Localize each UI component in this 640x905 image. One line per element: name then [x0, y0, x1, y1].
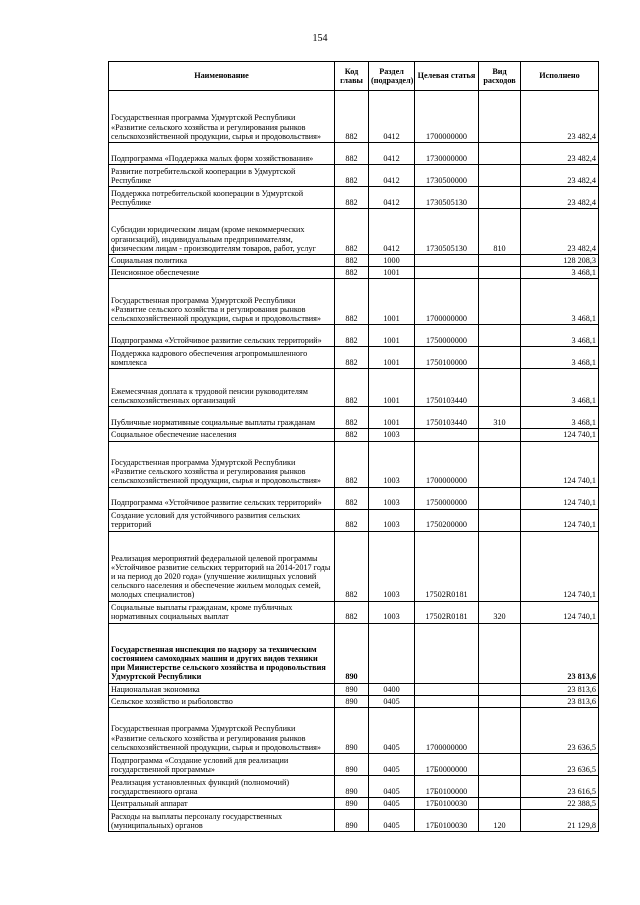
table-cell-done: 3 468,1	[521, 407, 599, 429]
table-cell-code: 882	[335, 531, 369, 601]
header-target: Целевая статья	[415, 62, 479, 91]
table-cell-done: 124 740,1	[521, 601, 599, 623]
table-row	[109, 753, 599, 775]
table-cell-name: Поддержка потребительской кооперации в Удмуртской Республике	[109, 187, 335, 209]
table-cell-type	[479, 623, 521, 683]
table-cell-target	[415, 429, 479, 441]
table-cell-code: 890	[335, 683, 369, 695]
table-cell-section: 0405	[369, 707, 415, 753]
table-row	[109, 325, 599, 347]
table-cell-section: 0405	[369, 753, 415, 775]
table-row	[109, 187, 599, 209]
table-row	[109, 429, 599, 441]
table-cell-code: 882	[335, 143, 369, 165]
table-cell-name: Государственная инспекция по надзору за техническим состоянием самоходных машин и других видов техники при Министерстве сельского хозяйства и продовольствия Удмуртской Республики	[109, 623, 335, 683]
header-type: Вид расходов	[479, 62, 521, 91]
table-cell-name: Центральный аппарат	[109, 797, 335, 809]
table-cell-done: 23 636,5	[521, 707, 599, 753]
table-cell-done: 124 740,1	[521, 487, 599, 509]
header-section: Раздел (подраздел)	[369, 62, 415, 91]
table-cell-code: 882	[335, 187, 369, 209]
table-cell-target: 17502R0181	[415, 601, 479, 623]
table-cell-code: 882	[335, 441, 369, 487]
table-cell-done: 3 468,1	[521, 347, 599, 369]
table-cell-type	[479, 707, 521, 753]
table-cell-target: 1750100000	[415, 347, 479, 369]
table-cell-code: 882	[335, 267, 369, 279]
table-cell-done: 3 468,1	[521, 369, 599, 407]
table-cell-done: 23 482,4	[521, 187, 599, 209]
table-cell-done: 23 616,5	[521, 775, 599, 797]
header-name: Наименование	[109, 62, 335, 91]
table-cell-target: 1700000000	[415, 707, 479, 753]
table-cell-section: 0405	[369, 810, 415, 832]
table-cell-section: 1001	[369, 267, 415, 279]
table-cell-type	[479, 279, 521, 325]
table-cell-name: Создание условий для устойчивого развития сельских территорий	[109, 509, 335, 531]
table-row	[109, 279, 599, 325]
table-row	[109, 255, 599, 267]
table-cell-type	[479, 369, 521, 407]
table-cell-type	[479, 429, 521, 441]
table-cell-name: Сельское хозяйство и рыболовство	[109, 695, 335, 707]
table-cell-target: 1750000000	[415, 487, 479, 509]
table-cell-name: Подпрограмма «Создание условий для реализации государственной программы»	[109, 753, 335, 775]
table-row	[109, 683, 599, 695]
table-cell-target	[415, 695, 479, 707]
table-cell-done: 21 129,8	[521, 810, 599, 832]
table-cell-name: Государственная программа Удмуртской Республики «Развитие сельского хозяйства и регулирования рынков сельскохозяйственной продукции, сырья и продовольствия»	[109, 441, 335, 487]
table-cell-type	[479, 683, 521, 695]
table-cell-code: 890	[335, 775, 369, 797]
table-cell-type	[479, 267, 521, 279]
table-cell-type	[479, 797, 521, 809]
table-cell-code: 882	[335, 279, 369, 325]
table-cell-target: 17Б0000000	[415, 753, 479, 775]
table-cell-target: 1750103440	[415, 369, 479, 407]
table-row	[109, 695, 599, 707]
table-cell-type	[479, 487, 521, 509]
table-cell-target	[415, 267, 479, 279]
table-cell-section: 0412	[369, 165, 415, 187]
table-cell-name: Поддержка кадрового обеспечения агропромышленного комплекса	[109, 347, 335, 369]
table-cell-section: 0412	[369, 187, 415, 209]
table-cell-target: 1730505130	[415, 187, 479, 209]
table-cell-code: 882	[335, 429, 369, 441]
table-row	[109, 509, 599, 531]
table-cell-name: Реализация установленных функций (полномочий) государственного органа	[109, 775, 335, 797]
table-cell-target: 1750200000	[415, 509, 479, 531]
table-cell-done: 128 208,3	[521, 255, 599, 267]
table-cell-section: 0412	[369, 91, 415, 143]
table-cell-done: 23 813,6	[521, 623, 599, 683]
table-cell-section: 0412	[369, 143, 415, 165]
table-cell-type	[479, 143, 521, 165]
table-cell-type	[479, 441, 521, 487]
table-cell-code: 882	[335, 325, 369, 347]
table-cell-type	[479, 775, 521, 797]
table-row	[109, 347, 599, 369]
table-cell-code: 890	[335, 797, 369, 809]
table-cell-target: 1730000000	[415, 143, 479, 165]
table-cell-done: 23 482,4	[521, 91, 599, 143]
table-cell-code: 882	[335, 369, 369, 407]
table-row	[109, 623, 599, 683]
table-cell-name: Подпрограмма «Устойчивое развитие сельских территорий»	[109, 325, 335, 347]
table-header-row	[109, 62, 599, 91]
table-cell-code: 882	[335, 165, 369, 187]
table-cell-target: 17Б0100030	[415, 810, 479, 832]
table-cell-type	[479, 165, 521, 187]
table-cell-code: 882	[335, 209, 369, 255]
table-cell-section: 0405	[369, 797, 415, 809]
table-cell-name: Ежемесячная доплата к трудовой пенсии руководителям сельскохозяйственных организаций	[109, 369, 335, 407]
table-cell-code: 882	[335, 601, 369, 623]
table-row	[109, 143, 599, 165]
table-cell-target: 17502R0181	[415, 531, 479, 601]
table-cell-target: 1700000000	[415, 441, 479, 487]
table-cell-code: 882	[335, 347, 369, 369]
table-row	[109, 797, 599, 809]
table-cell-type: 310	[479, 407, 521, 429]
table-row	[109, 601, 599, 623]
table-row	[109, 165, 599, 187]
table-cell-done: 124 740,1	[521, 441, 599, 487]
table-cell-code: 890	[335, 623, 369, 683]
table-cell-code: 882	[335, 487, 369, 509]
table-cell-done: 23 482,4	[521, 209, 599, 255]
table-cell-type	[479, 531, 521, 601]
table-cell-done: 3 468,1	[521, 267, 599, 279]
table-row	[109, 441, 599, 487]
table-row	[109, 407, 599, 429]
table-cell-name: Расходы на выплаты персоналу государственных (муниципальных) органов	[109, 810, 335, 832]
table-cell-type	[479, 347, 521, 369]
table-cell-target	[415, 623, 479, 683]
table-cell-code: 890	[335, 753, 369, 775]
header-code: Код главы	[335, 62, 369, 91]
table-cell-type: 810	[479, 209, 521, 255]
table-cell-name: Субсидии юридическим лицам (кроме некоммерческих организаций), индивидуальным предпринимателям, физическим лицам - производителям товаров, работ, услуг	[109, 209, 335, 255]
table-cell-target: 1730505130	[415, 209, 479, 255]
table-cell-code: 882	[335, 91, 369, 143]
table-cell-type	[479, 695, 521, 707]
table-cell-name: Реализация мероприятий федеральной целевой программы «Устойчивое развитие сельских территорий на 2014-2017 годы и на период до 2020 года» (улучшение жилищных условий сельского населения и обеспечение жильем молодых семей, молодых специалистов)	[109, 531, 335, 601]
table-cell-section: 1001	[369, 279, 415, 325]
table-row	[109, 531, 599, 601]
table-cell-target: 1700000000	[415, 91, 479, 143]
table-cell-name: Социальное обеспечение населения	[109, 429, 335, 441]
table-cell-type: 120	[479, 810, 521, 832]
table-row	[109, 707, 599, 753]
table-cell-name: Социальные выплаты гражданам, кроме публичных нормативных социальных выплат	[109, 601, 335, 623]
table-cell-target: 1750103440	[415, 407, 479, 429]
expenditure-table	[108, 61, 599, 832]
table-cell-section: 1003	[369, 531, 415, 601]
table-cell-section: 1003	[369, 429, 415, 441]
table-cell-target: 1750000000	[415, 325, 479, 347]
table-cell-done: 124 740,1	[521, 429, 599, 441]
table-cell-target	[415, 255, 479, 267]
table-cell-done: 23 813,6	[521, 683, 599, 695]
table-cell-name: Государственная программа Удмуртской Республики «Развитие сельского хозяйства и регулирования рынков сельскохозяйственной продукции, сырья и продовольствия»	[109, 707, 335, 753]
table-cell-name: Пенсионное обеспечение	[109, 267, 335, 279]
table-cell-section: 1003	[369, 441, 415, 487]
table-cell-done: 124 740,1	[521, 509, 599, 531]
table-cell-done: 23 636,5	[521, 753, 599, 775]
table-cell-code: 882	[335, 407, 369, 429]
table-cell-done: 124 740,1	[521, 531, 599, 601]
table-cell-section: 1001	[369, 369, 415, 407]
table-cell-code: 882	[335, 509, 369, 531]
table-cell-name: Государственная программа Удмуртской Республики «Развитие сельского хозяйства и регулирования рынков сельскохозяйственной продукции, сырья и продовольствия»	[109, 91, 335, 143]
page-number: 154	[312, 33, 328, 44]
table-cell-target	[415, 683, 479, 695]
table-cell-section: 1001	[369, 407, 415, 429]
table-cell-type	[479, 91, 521, 143]
table-cell-code: 890	[335, 695, 369, 707]
table-cell-done: 23 813,6	[521, 695, 599, 707]
table-cell-section: 0405	[369, 695, 415, 707]
table-row	[109, 487, 599, 509]
table-cell-section: 1001	[369, 347, 415, 369]
table-cell-section: 0405	[369, 775, 415, 797]
table-cell-name: Социальная политика	[109, 255, 335, 267]
table-cell-done: 3 468,1	[521, 279, 599, 325]
table-cell-type	[479, 187, 521, 209]
table-cell-name: Публичные нормативные социальные выплаты гражданам	[109, 407, 335, 429]
table-cell-done: 23 482,4	[521, 165, 599, 187]
table-cell-section: 1003	[369, 487, 415, 509]
table-row	[109, 91, 599, 143]
table-cell-name: Подпрограмма «Поддержка малых форм хозяйствования»	[109, 143, 335, 165]
table-cell-type: 320	[479, 601, 521, 623]
table-cell-name: Государственная программа Удмуртской Республики «Развитие сельского хозяйства и регулирования рынков сельскохозяйственной продукции, сырья и продовольствия»	[109, 279, 335, 325]
table-cell-section: 1000	[369, 255, 415, 267]
table-cell-type	[479, 753, 521, 775]
table-cell-name: Подпрограмма «Устойчивое развитие сельских территорий»	[109, 487, 335, 509]
table-cell-done: 23 482,4	[521, 143, 599, 165]
table-row	[109, 267, 599, 279]
table-cell-target: 1700000000	[415, 279, 479, 325]
table-cell-code: 890	[335, 810, 369, 832]
table-cell-type	[479, 325, 521, 347]
table-row	[109, 209, 599, 255]
table-cell-section: 0412	[369, 209, 415, 255]
table-cell-section: 1003	[369, 509, 415, 531]
table-row	[109, 369, 599, 407]
table-cell-type	[479, 255, 521, 267]
table-cell-code: 882	[335, 255, 369, 267]
table-cell-target: 17Б0100000	[415, 775, 479, 797]
table-cell-section: 0400	[369, 683, 415, 695]
table-cell-section: 1001	[369, 325, 415, 347]
header-done: Исполнено	[521, 62, 599, 91]
table-cell-target: 1730500000	[415, 165, 479, 187]
table-cell-name: Развитие потребительской кооперации в Удмуртской Республике	[109, 165, 335, 187]
table-cell-section: 1003	[369, 601, 415, 623]
table-cell-code: 890	[335, 707, 369, 753]
table-cell-target: 17Б0100030	[415, 797, 479, 809]
table-cell-section	[369, 623, 415, 683]
table-row	[109, 810, 599, 832]
table-cell-done: 3 468,1	[521, 325, 599, 347]
table-cell-done: 22 388,5	[521, 797, 599, 809]
table-row	[109, 775, 599, 797]
table-cell-type	[479, 509, 521, 531]
table-cell-name: Национальная экономика	[109, 683, 335, 695]
